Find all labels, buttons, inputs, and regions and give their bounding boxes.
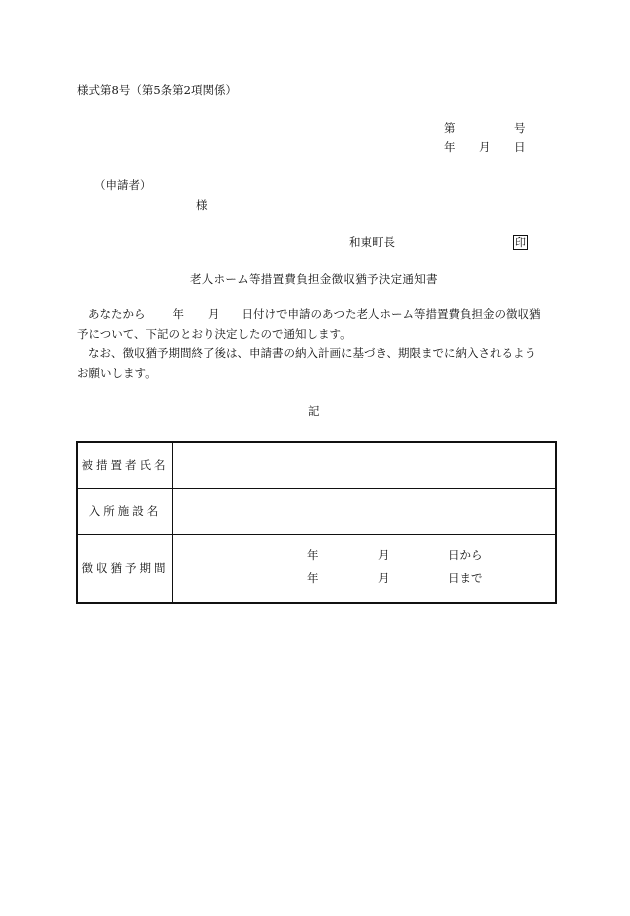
body-paragraph-1 xyxy=(77,305,555,344)
label-facility-name: 入所施設名 xyxy=(77,488,173,534)
period-from-month: 月 xyxy=(378,547,390,562)
body-paragraph-2 xyxy=(77,344,555,383)
date-month: 月 xyxy=(479,140,491,154)
period-to-day: 日まで xyxy=(448,570,483,585)
period-from-day: 日から xyxy=(448,547,483,562)
date-year: 年 xyxy=(444,140,456,154)
seal-mark: 印 xyxy=(515,236,526,249)
body-year: 年 xyxy=(172,307,184,321)
value-deferral-period xyxy=(173,534,557,603)
period-from-year: 年 xyxy=(307,547,319,562)
body-line-1 xyxy=(77,305,555,325)
info-table xyxy=(76,441,557,604)
value-facility-name xyxy=(173,488,557,534)
table-row xyxy=(77,534,556,603)
doc-number-suffix: 号 xyxy=(514,121,526,135)
body-line-4: お願いします。 xyxy=(77,365,157,380)
applicant-label: （申請者） xyxy=(94,178,152,192)
body-text-application: 日付けで申請のあつた老人ホーム等措置費負担金の徴収猶 xyxy=(241,307,541,321)
period-to-year: 年 xyxy=(307,570,319,585)
issuer-name: 和東町長 xyxy=(349,235,395,249)
form-number: 様式第8号（第5条第2項関係） xyxy=(77,83,237,97)
label-deferral-period: 徴収猶予期間 xyxy=(77,534,173,603)
ki-heading: 記 xyxy=(308,404,320,418)
applicant-honorific: 様 xyxy=(196,198,208,212)
table-row xyxy=(77,442,556,488)
label-person-name: 被措置者氏名 xyxy=(77,442,173,488)
body-month: 月 xyxy=(208,307,220,321)
document-title: 老人ホーム等措置費負担金徴収猶予決定通知書 xyxy=(190,272,438,286)
body-line-2: 予について、下記のとおり決定したので通知します。 xyxy=(77,326,352,341)
period-to-month: 月 xyxy=(378,570,390,585)
body-text-note: なお、徴収猶予期間終了後は、申請書の納入計画に基づき、期限までに納入されるよう xyxy=(88,346,537,360)
date-day: 日 xyxy=(514,140,526,154)
body-line-3 xyxy=(77,344,555,364)
value-person-name xyxy=(173,442,557,488)
body-text-from: あなたから xyxy=(88,307,146,321)
doc-number-prefix: 第 xyxy=(444,121,456,135)
table-row xyxy=(77,488,556,534)
